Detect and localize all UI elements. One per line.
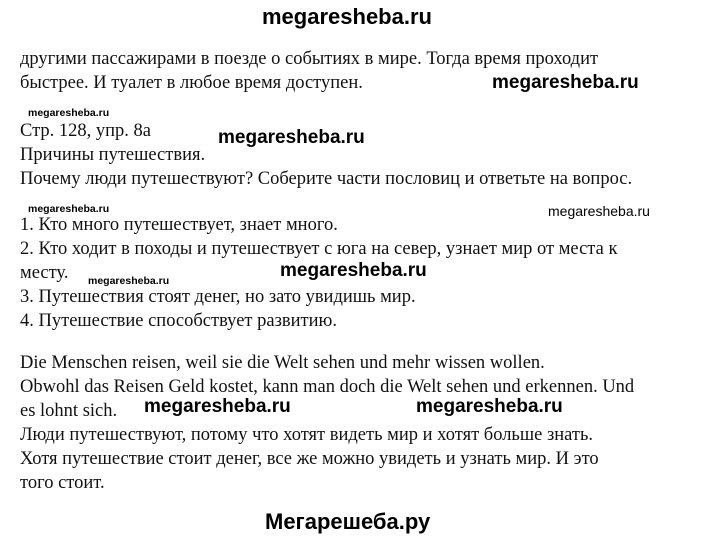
intro-line-2: быстрее. И туалет в любое время доступен. [20,73,363,93]
watermark: megaresheba.ru [416,396,563,417]
german-line-2: Obwohl das Reisen Geld kostet, kann man doch die Welt sehen und erkennen. Und [20,377,635,397]
german-line-3: es lohnt sich. [20,401,118,421]
watermark: megaresheba.ru [28,107,110,119]
footer-watermark: Мегарешеба.ру [265,509,431,534]
header-watermark: megaresheba.ru [262,4,432,29]
watermark: megaresheba.ru [218,127,365,148]
russian-line-3: того стоит. [20,473,105,493]
german-line-1: Die Menschen reisen, weil sie die Welt sehen und mehr wissen wollen. [20,353,545,373]
russian-line-2: Хотя путешествие стоит денег, все же можно увидеть и узнать мир. И это [20,449,599,469]
watermark: megaresheba.ru [28,203,110,215]
intro-line-1: другими пассажирами в поезде о событиях в мире. Тогда время проходит [20,49,599,69]
watermark: megaresheba.ru [280,260,427,281]
proverb-2: 2. Кто ходит в походы и путешествует с юга на север, узнает мир от места к [20,239,618,259]
section-heading: Причины путешествия. [20,145,206,165]
exercise-reference: Стр. 128, упр. 8а [20,121,152,141]
russian-line-1: Люди путешествуют, потому что хотят видеть мир и хотят больше знать. [20,425,594,445]
proverb-3: 3. Путешествия стоят денег, но зато увидишь мир. [20,287,416,307]
question-text: Почему люди путешествуют? Соберите части пословиц и ответьте на вопрос. [20,169,633,189]
proverb-2-cont: месту. [20,263,69,283]
watermark: megaresheba.ru [144,396,291,417]
watermark: megaresheba.ru [88,275,170,287]
proverb-4: 4. Путешествие способствует развитию. [20,311,337,331]
watermark: megaresheba.ru [548,203,650,219]
proverb-1: 1. Кто много путешествует, знает много. [20,215,338,235]
watermark: megaresheba.ru [492,72,639,93]
